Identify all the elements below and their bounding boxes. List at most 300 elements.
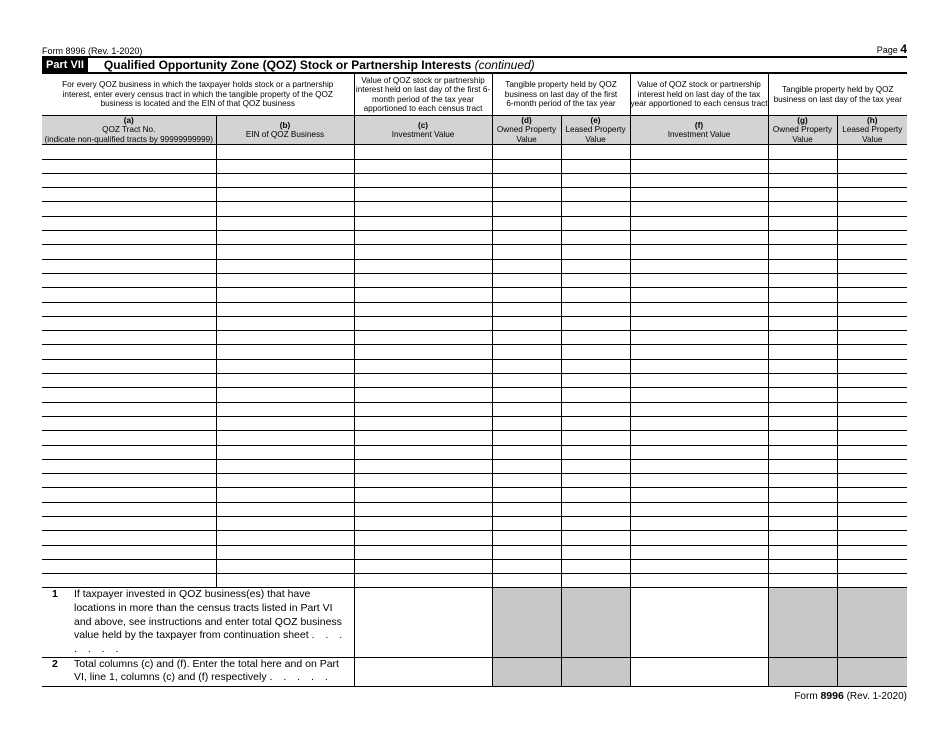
cell-col-f[interactable] xyxy=(630,559,768,573)
cell-col-h[interactable] xyxy=(837,145,907,159)
cell-col-c[interactable] xyxy=(354,273,492,287)
cell-col-a[interactable] xyxy=(42,459,216,473)
cell-col-h[interactable] xyxy=(837,173,907,187)
cell-col-b[interactable] xyxy=(216,402,354,416)
cell-col-g[interactable] xyxy=(768,488,837,502)
cell-col-c[interactable] xyxy=(354,173,492,187)
cell-col-b[interactable] xyxy=(216,474,354,488)
cell-col-f[interactable] xyxy=(630,502,768,516)
line-2-row xyxy=(42,657,907,686)
cell-col-d[interactable] xyxy=(492,359,561,373)
cell-col-b[interactable] xyxy=(216,273,354,287)
cell-col-g[interactable] xyxy=(768,288,837,302)
cell-col-d[interactable] xyxy=(492,545,561,559)
col-h-header: (h) Leased Property Value xyxy=(837,116,907,145)
cell-col-f[interactable] xyxy=(630,516,768,530)
cell-col-a[interactable] xyxy=(42,216,216,230)
cell-col-h[interactable] xyxy=(837,273,907,287)
cell-col-a[interactable] xyxy=(42,259,216,273)
cell-col-f[interactable] xyxy=(630,216,768,230)
table-row xyxy=(42,431,907,445)
cell-col-a[interactable] xyxy=(42,574,216,588)
cell-col-f[interactable] xyxy=(630,431,768,445)
line-1-col-g-shaded xyxy=(768,588,837,657)
cell-col-c[interactable] xyxy=(354,145,492,159)
cell-col-e[interactable] xyxy=(561,531,630,545)
cell-col-h[interactable] xyxy=(837,459,907,473)
cell-col-c[interactable] xyxy=(354,188,492,202)
cell-col-c[interactable] xyxy=(354,502,492,516)
line-2-col-f-input[interactable] xyxy=(630,657,768,686)
cell-col-e[interactable] xyxy=(561,316,630,330)
cell-col-h[interactable] xyxy=(837,474,907,488)
cell-col-c[interactable] xyxy=(354,574,492,588)
cell-col-e[interactable] xyxy=(561,188,630,202)
cell-col-h[interactable] xyxy=(837,331,907,345)
cell-col-e[interactable] xyxy=(561,488,630,502)
data-rows xyxy=(42,145,907,588)
col-a-header: (a) QOZ Tract No. (indicate non-qualified tracts by 99999999999) xyxy=(42,116,216,145)
cell-col-e[interactable] xyxy=(561,416,630,430)
table-row xyxy=(42,516,907,530)
line-1-col-h-shaded xyxy=(837,588,907,657)
cell-col-e[interactable] xyxy=(561,516,630,530)
cell-col-c[interactable] xyxy=(354,416,492,430)
cell-col-d[interactable] xyxy=(492,302,561,316)
cell-col-c[interactable] xyxy=(354,531,492,545)
line-1-row xyxy=(42,588,907,657)
cell-col-a[interactable] xyxy=(42,402,216,416)
cell-col-a[interactable] xyxy=(42,173,216,187)
cell-col-c[interactable] xyxy=(354,359,492,373)
cell-col-d[interactable] xyxy=(492,316,561,330)
table-row xyxy=(42,402,907,416)
cell-col-c[interactable] xyxy=(354,331,492,345)
cell-col-a[interactable] xyxy=(42,388,216,402)
cell-col-a[interactable] xyxy=(42,231,216,245)
cell-col-g[interactable] xyxy=(768,416,837,430)
cell-col-g[interactable] xyxy=(768,359,837,373)
table-row xyxy=(42,474,907,488)
cell-col-b[interactable] xyxy=(216,188,354,202)
cell-col-h[interactable] xyxy=(837,245,907,259)
cell-col-c[interactable] xyxy=(354,302,492,316)
col-d-header: (d) Owned Property Value xyxy=(492,116,561,145)
cell-col-d[interactable] xyxy=(492,259,561,273)
cell-col-a[interactable] xyxy=(42,359,216,373)
cell-col-f[interactable] xyxy=(630,531,768,545)
cell-col-g[interactable] xyxy=(768,531,837,545)
table-row xyxy=(42,488,907,502)
cell-col-h[interactable] xyxy=(837,188,907,202)
cell-col-d[interactable] xyxy=(492,559,561,573)
cell-col-a[interactable] xyxy=(42,188,216,202)
cell-col-a[interactable] xyxy=(42,545,216,559)
cell-col-d[interactable] xyxy=(492,531,561,545)
cell-col-b[interactable] xyxy=(216,302,354,316)
cell-col-b[interactable] xyxy=(216,488,354,502)
cell-col-c[interactable] xyxy=(354,545,492,559)
cell-col-e[interactable] xyxy=(561,145,630,159)
cell-col-e[interactable] xyxy=(561,231,630,245)
cell-col-d[interactable] xyxy=(492,202,561,216)
cell-col-f[interactable] xyxy=(630,345,768,359)
cell-col-h[interactable] xyxy=(837,316,907,330)
cell-col-g[interactable] xyxy=(768,188,837,202)
cell-col-h[interactable] xyxy=(837,216,907,230)
cell-col-d[interactable] xyxy=(492,245,561,259)
line-2-label: 2 Total columns (c) and (f). Enter the total here and on Part VI, line 1, columns (c) and (f) respectively . . . . . xyxy=(42,657,354,686)
line-1-text: If taxpayer invested in QOZ business(es) that have locations in more than the census tracts listed in Part VI and above, see instructions and enter total QOZ business value held by the taxpayer from continuation sheet xyxy=(74,588,342,642)
cell-col-g[interactable] xyxy=(768,331,837,345)
cell-col-d[interactable] xyxy=(492,488,561,502)
table-row xyxy=(42,302,907,316)
cell-col-f[interactable] xyxy=(630,159,768,173)
line-2-text: Total columns (c) and (f). Enter the total here and on Part VI, line 1, columns (c) and (f) respectively xyxy=(74,657,339,684)
cell-col-d[interactable] xyxy=(492,402,561,416)
cell-col-f[interactable] xyxy=(630,331,768,345)
cell-col-h[interactable] xyxy=(837,574,907,588)
cell-col-h[interactable] xyxy=(837,359,907,373)
cell-col-c[interactable] xyxy=(354,474,492,488)
cell-col-e[interactable] xyxy=(561,159,630,173)
cell-col-e[interactable] xyxy=(561,331,630,345)
cell-col-a[interactable] xyxy=(42,202,216,216)
cell-col-g[interactable] xyxy=(768,502,837,516)
part-title-bar xyxy=(42,56,907,73)
cell-col-b[interactable] xyxy=(216,345,354,359)
cell-col-h[interactable] xyxy=(837,488,907,502)
cell-col-g[interactable] xyxy=(768,173,837,187)
cell-col-f[interactable] xyxy=(630,488,768,502)
cell-col-d[interactable] xyxy=(492,416,561,430)
form-revision: Form 8996 (Rev. 1-2020) xyxy=(42,46,143,56)
cell-col-g[interactable] xyxy=(768,459,837,473)
page-number: Page 4 xyxy=(876,42,907,56)
cell-col-d[interactable] xyxy=(492,374,561,388)
cell-col-e[interactable] xyxy=(561,273,630,287)
cell-col-a[interactable] xyxy=(42,474,216,488)
cell-col-d[interactable] xyxy=(492,445,561,459)
cell-col-h[interactable] xyxy=(837,345,907,359)
cell-col-c[interactable] xyxy=(354,216,492,230)
cell-col-d[interactable] xyxy=(492,173,561,187)
table-row xyxy=(42,388,907,402)
cell-col-e[interactable] xyxy=(561,216,630,230)
cell-col-g[interactable] xyxy=(768,516,837,530)
line-2-col-g-shaded xyxy=(768,657,837,686)
cell-col-f[interactable] xyxy=(630,416,768,430)
cell-col-e[interactable] xyxy=(561,574,630,588)
cell-col-d[interactable] xyxy=(492,345,561,359)
cell-col-f[interactable] xyxy=(630,173,768,187)
cell-col-g[interactable] xyxy=(768,559,837,573)
cell-col-g[interactable] xyxy=(768,374,837,388)
cell-col-g[interactable] xyxy=(768,145,837,159)
desc-c: Value of QOZ stock or partnership interest held on last day of the first 6-month period of the tax year apportioned to each census tract xyxy=(354,74,492,116)
cell-col-b[interactable] xyxy=(216,459,354,473)
cell-col-h[interactable] xyxy=(837,445,907,459)
cell-col-d[interactable] xyxy=(492,331,561,345)
cell-col-c[interactable] xyxy=(354,516,492,530)
cell-col-b[interactable] xyxy=(216,559,354,573)
part-title: Qualified Opportunity Zone (QOZ) Stock or Partnership Interests (continued) xyxy=(103,58,535,72)
description-row xyxy=(42,74,907,116)
cell-col-g[interactable] xyxy=(768,316,837,330)
cell-col-g[interactable] xyxy=(768,345,837,359)
cell-col-e[interactable] xyxy=(561,559,630,573)
cell-col-e[interactable] xyxy=(561,388,630,402)
cell-col-g[interactable] xyxy=(768,402,837,416)
table-row xyxy=(42,231,907,245)
cell-col-f[interactable] xyxy=(630,402,768,416)
cell-col-e[interactable] xyxy=(561,359,630,373)
cell-col-d[interactable] xyxy=(492,459,561,473)
cell-col-b[interactable] xyxy=(216,145,354,159)
cell-col-c[interactable] xyxy=(354,402,492,416)
cell-col-f[interactable] xyxy=(630,445,768,459)
cell-col-b[interactable] xyxy=(216,502,354,516)
cell-col-e[interactable] xyxy=(561,259,630,273)
cell-col-e[interactable] xyxy=(561,474,630,488)
col-b-header: (b) EIN of QOZ Business xyxy=(216,116,354,145)
cell-col-a[interactable] xyxy=(42,273,216,287)
table-row xyxy=(42,574,907,588)
cell-col-a[interactable] xyxy=(42,145,216,159)
cell-col-a[interactable] xyxy=(42,245,216,259)
table-row xyxy=(42,345,907,359)
cell-col-a[interactable] xyxy=(42,502,216,516)
desc-de: Tangible property held by QOZ business on last day of the first 6-month period of the tax year xyxy=(492,74,630,116)
cell-col-c[interactable] xyxy=(354,431,492,445)
desc-f: Value of QOZ stock or partnership interest held on last day of the tax year apportioned to each census tract xyxy=(630,74,768,116)
cell-col-a[interactable] xyxy=(42,316,216,330)
cell-col-f[interactable] xyxy=(630,545,768,559)
cell-col-b[interactable] xyxy=(216,545,354,559)
col-e-header: (e) Leased Property Value xyxy=(561,116,630,145)
cell-col-d[interactable] xyxy=(492,188,561,202)
cell-col-b[interactable] xyxy=(216,388,354,402)
cell-col-a[interactable] xyxy=(42,445,216,459)
cell-col-f[interactable] xyxy=(630,259,768,273)
cell-col-c[interactable] xyxy=(354,159,492,173)
cell-col-d[interactable] xyxy=(492,431,561,445)
cell-col-a[interactable] xyxy=(42,531,216,545)
cell-col-f[interactable] xyxy=(630,359,768,373)
cell-col-g[interactable] xyxy=(768,545,837,559)
cell-col-h[interactable] xyxy=(837,431,907,445)
cell-col-d[interactable] xyxy=(492,216,561,230)
cell-col-g[interactable] xyxy=(768,159,837,173)
cell-col-g[interactable] xyxy=(768,245,837,259)
cell-col-b[interactable] xyxy=(216,359,354,373)
cell-col-a[interactable] xyxy=(42,288,216,302)
cell-col-e[interactable] xyxy=(561,202,630,216)
cell-col-e[interactable] xyxy=(561,288,630,302)
cell-col-d[interactable] xyxy=(492,231,561,245)
cell-col-g[interactable] xyxy=(768,431,837,445)
table-row xyxy=(42,188,907,202)
table-row xyxy=(42,531,907,545)
cell-col-h[interactable] xyxy=(837,531,907,545)
cell-col-b[interactable] xyxy=(216,445,354,459)
line-1-col-c-input[interactable] xyxy=(354,588,492,657)
cell-col-f[interactable] xyxy=(630,273,768,287)
column-header-row xyxy=(42,116,907,145)
cell-col-f[interactable] xyxy=(630,231,768,245)
cell-col-b[interactable] xyxy=(216,331,354,345)
cell-col-f[interactable] xyxy=(630,245,768,259)
cell-col-h[interactable] xyxy=(837,159,907,173)
col-g-header: (g) Owned Property Value xyxy=(768,116,837,145)
cell-col-c[interactable] xyxy=(354,445,492,459)
table-row xyxy=(42,159,907,173)
cell-col-h[interactable] xyxy=(837,545,907,559)
cell-col-b[interactable] xyxy=(216,216,354,230)
cell-col-f[interactable] xyxy=(630,188,768,202)
cell-col-h[interactable] xyxy=(837,516,907,530)
cell-col-b[interactable] xyxy=(216,431,354,445)
cell-col-e[interactable] xyxy=(561,374,630,388)
cell-col-b[interactable] xyxy=(216,516,354,530)
table-row xyxy=(42,202,907,216)
cell-col-f[interactable] xyxy=(630,388,768,402)
cell-col-f[interactable] xyxy=(630,459,768,473)
cell-col-g[interactable] xyxy=(768,259,837,273)
cell-col-g[interactable] xyxy=(768,202,837,216)
cell-col-a[interactable] xyxy=(42,374,216,388)
cell-col-g[interactable] xyxy=(768,388,837,402)
cell-col-e[interactable] xyxy=(561,302,630,316)
cell-col-a[interactable] xyxy=(42,159,216,173)
cell-col-b[interactable] xyxy=(216,288,354,302)
cell-col-h[interactable] xyxy=(837,559,907,573)
cell-col-f[interactable] xyxy=(630,316,768,330)
cell-col-f[interactable] xyxy=(630,145,768,159)
cell-col-c[interactable] xyxy=(354,388,492,402)
cell-col-b[interactable] xyxy=(216,245,354,259)
cell-col-h[interactable] xyxy=(837,202,907,216)
line-1-col-f-input[interactable] xyxy=(630,588,768,657)
cell-col-b[interactable] xyxy=(216,231,354,245)
cell-col-a[interactable] xyxy=(42,431,216,445)
line-2-col-c-input[interactable] xyxy=(354,657,492,686)
cell-col-g[interactable] xyxy=(768,216,837,230)
cell-col-b[interactable] xyxy=(216,202,354,216)
cell-col-h[interactable] xyxy=(837,388,907,402)
qoz-table xyxy=(42,73,907,687)
cell-col-c[interactable] xyxy=(354,231,492,245)
cell-col-d[interactable] xyxy=(492,474,561,488)
cell-col-b[interactable] xyxy=(216,316,354,330)
cell-col-f[interactable] xyxy=(630,374,768,388)
cell-col-e[interactable] xyxy=(561,402,630,416)
cell-col-b[interactable] xyxy=(216,574,354,588)
cell-col-e[interactable] xyxy=(561,345,630,359)
cell-col-h[interactable] xyxy=(837,502,907,516)
cell-col-d[interactable] xyxy=(492,273,561,287)
cell-col-a[interactable] xyxy=(42,345,216,359)
cell-col-a[interactable] xyxy=(42,416,216,430)
cell-col-b[interactable] xyxy=(216,259,354,273)
cell-col-e[interactable] xyxy=(561,502,630,516)
cell-col-d[interactable] xyxy=(492,145,561,159)
cell-col-a[interactable] xyxy=(42,302,216,316)
cell-col-f[interactable] xyxy=(630,474,768,488)
cell-col-a[interactable] xyxy=(42,488,216,502)
cell-col-g[interactable] xyxy=(768,231,837,245)
cell-col-g[interactable] xyxy=(768,574,837,588)
cell-col-e[interactable] xyxy=(561,245,630,259)
cell-col-c[interactable] xyxy=(354,202,492,216)
cell-col-g[interactable] xyxy=(768,302,837,316)
cell-col-e[interactable] xyxy=(561,173,630,187)
cell-col-b[interactable] xyxy=(216,173,354,187)
cell-col-h[interactable] xyxy=(837,259,907,273)
cell-col-d[interactable] xyxy=(492,288,561,302)
cell-col-f[interactable] xyxy=(630,202,768,216)
table-row xyxy=(42,374,907,388)
cell-col-d[interactable] xyxy=(492,388,561,402)
cell-col-c[interactable] xyxy=(354,374,492,388)
cell-col-g[interactable] xyxy=(768,273,837,287)
cell-col-d[interactable] xyxy=(492,516,561,530)
cell-col-d[interactable] xyxy=(492,502,561,516)
cell-col-c[interactable] xyxy=(354,288,492,302)
cell-col-b[interactable] xyxy=(216,374,354,388)
cell-col-c[interactable] xyxy=(354,259,492,273)
col-f-header: (f) Investment Value xyxy=(630,116,768,145)
cell-col-a[interactable] xyxy=(42,331,216,345)
cell-col-d[interactable] xyxy=(492,574,561,588)
cell-col-c[interactable] xyxy=(354,245,492,259)
cell-col-h[interactable] xyxy=(837,302,907,316)
cell-col-a[interactable] xyxy=(42,559,216,573)
table-row xyxy=(42,259,907,273)
cell-col-c[interactable] xyxy=(354,559,492,573)
cell-col-e[interactable] xyxy=(561,431,630,445)
cell-col-e[interactable] xyxy=(561,545,630,559)
cell-col-f[interactable] xyxy=(630,302,768,316)
cell-col-h[interactable] xyxy=(837,402,907,416)
table-row xyxy=(42,459,907,473)
cell-col-b[interactable] xyxy=(216,416,354,430)
cell-col-h[interactable] xyxy=(837,288,907,302)
cell-col-h[interactable] xyxy=(837,374,907,388)
cell-col-f[interactable] xyxy=(630,574,768,588)
table-row xyxy=(42,545,907,559)
cell-col-e[interactable] xyxy=(561,459,630,473)
cell-col-c[interactable] xyxy=(354,345,492,359)
table-row xyxy=(42,559,907,573)
cell-col-c[interactable] xyxy=(354,316,492,330)
cell-col-h[interactable] xyxy=(837,231,907,245)
cell-col-b[interactable] xyxy=(216,531,354,545)
cell-col-c[interactable] xyxy=(354,459,492,473)
page-header xyxy=(42,40,907,56)
table-row xyxy=(42,502,907,516)
cell-col-c[interactable] xyxy=(354,488,492,502)
cell-col-d[interactable] xyxy=(492,159,561,173)
cell-col-g[interactable] xyxy=(768,474,837,488)
cell-col-f[interactable] xyxy=(630,288,768,302)
cell-col-h[interactable] xyxy=(837,416,907,430)
desc-gh: Tangible property held by QOZ business on last day of the tax year xyxy=(768,74,907,116)
cell-col-g[interactable] xyxy=(768,445,837,459)
cell-col-a[interactable] xyxy=(42,516,216,530)
cell-col-e[interactable] xyxy=(561,445,630,459)
cell-col-b[interactable] xyxy=(216,159,354,173)
